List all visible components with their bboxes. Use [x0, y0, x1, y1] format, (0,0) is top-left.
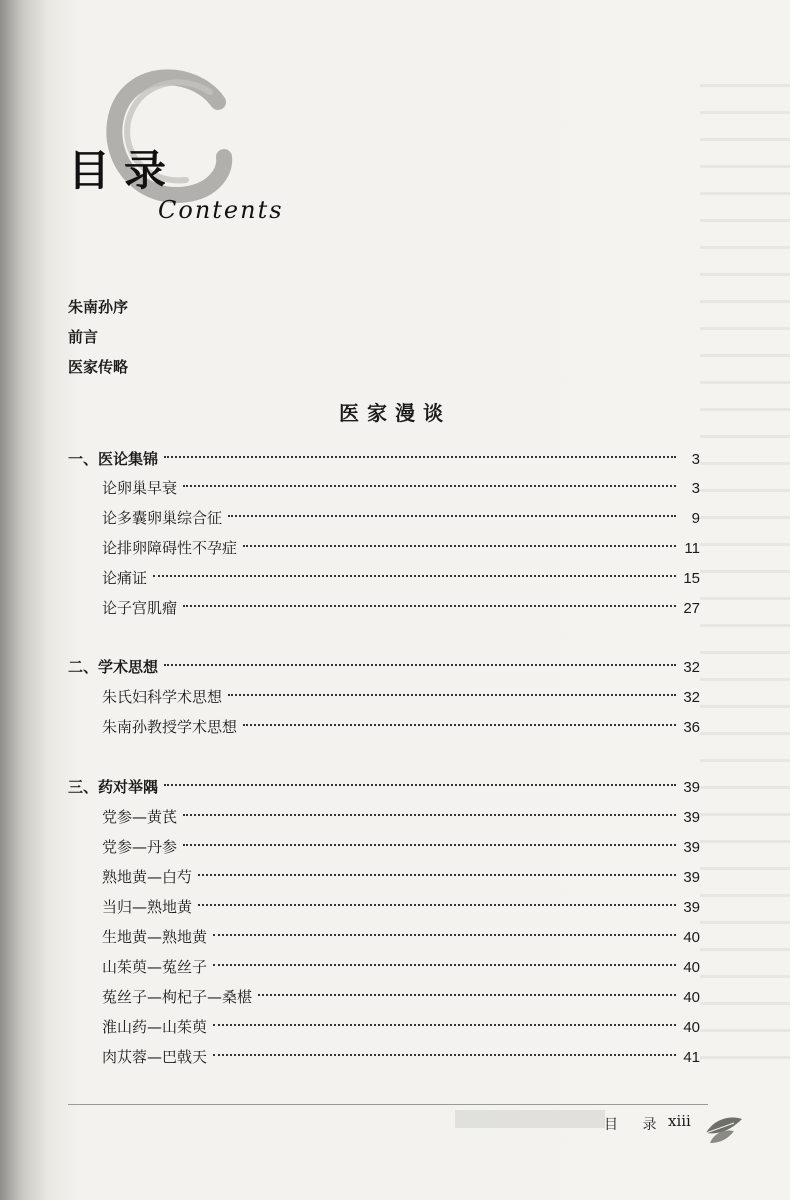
toc-page: 40 — [683, 1019, 700, 1036]
toc-page: 36 — [683, 719, 700, 736]
toc-page: 40 — [683, 929, 700, 946]
page-subtitle: Contents — [158, 196, 284, 224]
toc-entry[interactable] — [102, 565, 700, 591]
toc-label: 朱氏妇科学术思想 — [102, 688, 223, 706]
leader-dots — [183, 485, 676, 487]
prelude-item[interactable]: 朱南孙序 — [68, 298, 129, 316]
toc-label: 熟地黄—白芍 — [102, 868, 193, 886]
bleed-through-shadow — [700, 60, 790, 1060]
toc-entry[interactable] — [102, 894, 700, 920]
toc-page: 39 — [683, 899, 700, 916]
toc-label: 朱南孙教授学术思想 — [102, 718, 238, 736]
toc-entry[interactable] — [102, 984, 700, 1010]
toc-label: 肉苁蓉—巴戟天 — [102, 1048, 208, 1066]
toc-entry[interactable] — [102, 475, 700, 501]
toc-page: 27 — [683, 600, 700, 617]
prelude-item[interactable]: 医家传略 — [68, 358, 129, 376]
toc-label: 论卵巢早衰 — [102, 479, 178, 497]
toc-page: 9 — [691, 510, 700, 527]
bleed-through-footer — [455, 1110, 605, 1128]
footer-rule — [68, 1104, 708, 1105]
toc-label: 论多囊卵巢综合征 — [102, 509, 223, 527]
leader-dots — [164, 664, 676, 666]
leader-dots — [153, 575, 676, 577]
leader-dots — [243, 545, 676, 547]
section-title: 医家漫谈 — [339, 401, 451, 425]
toc-label: 党参—黄芪 — [102, 808, 178, 826]
toc-entry[interactable] — [102, 954, 700, 980]
prelude-item[interactable]: 前言 — [68, 328, 99, 346]
toc-label: 论痛证 — [102, 569, 148, 587]
toc-entry[interactable] — [102, 714, 700, 740]
toc-entry[interactable] — [102, 834, 700, 860]
footer-page-number: xiii — [668, 1112, 691, 1130]
toc-label: 党参—丹参 — [102, 838, 178, 856]
toc-label: 一、医论集锦 — [68, 450, 159, 468]
toc-label: 生地黄—熟地黄 — [102, 928, 208, 946]
leader-dots — [228, 515, 676, 517]
toc-page: 39 — [683, 869, 700, 886]
toc-label: 菟丝子—枸杞子—桑椹 — [102, 988, 253, 1006]
toc-page: 39 — [683, 809, 700, 826]
toc-label: 当归—熟地黄 — [102, 898, 193, 916]
leader-dots — [183, 814, 676, 816]
leader-dots — [183, 605, 676, 607]
toc-page: 3 — [691, 480, 700, 497]
toc-category[interactable] — [68, 446, 700, 472]
toc-entry[interactable] — [102, 864, 700, 890]
page-title: 目录 — [68, 146, 181, 195]
leader-dots — [228, 694, 676, 696]
toc-label: 山茱萸—菟丝子 — [102, 958, 208, 976]
toc-page: 40 — [683, 989, 700, 1006]
toc-page: 41 — [683, 1049, 700, 1066]
leader-dots — [183, 844, 676, 846]
leaf-ornament-icon — [700, 1103, 746, 1149]
toc-entry[interactable] — [102, 535, 700, 561]
toc-label: 论子宫肌瘤 — [102, 599, 178, 617]
toc-entry[interactable] — [102, 804, 700, 830]
toc-page: 32 — [683, 659, 700, 676]
toc-category[interactable] — [68, 774, 700, 800]
leader-dots — [213, 1024, 676, 1026]
toc-page: 11 — [684, 540, 700, 557]
toc-label: 三、药对举隅 — [68, 778, 159, 796]
toc-label: 淮山药—山茱萸 — [102, 1018, 208, 1036]
toc-page: 39 — [683, 779, 700, 796]
toc-entry[interactable] — [102, 1014, 700, 1040]
leader-dots — [213, 1054, 676, 1056]
toc-entry[interactable] — [102, 505, 700, 531]
toc-page: 15 — [683, 570, 700, 587]
leader-dots — [258, 994, 676, 996]
leader-dots — [213, 964, 676, 966]
toc-entry[interactable] — [102, 595, 700, 621]
leader-dots — [164, 456, 676, 458]
toc-category[interactable] — [68, 654, 700, 680]
leader-dots — [198, 904, 676, 906]
running-footer-label: 目 录 — [604, 1117, 667, 1133]
toc-label: 论排卵障碍性不孕症 — [102, 539, 238, 557]
leader-dots — [164, 784, 676, 786]
leader-dots — [243, 724, 676, 726]
toc-page: 3 — [691, 451, 700, 468]
leader-dots — [213, 934, 676, 936]
prelude-list — [68, 292, 128, 382]
toc-page: 32 — [683, 689, 700, 706]
toc-entry[interactable] — [102, 924, 700, 950]
toc-entry[interactable] — [102, 684, 700, 710]
leader-dots — [198, 874, 676, 876]
toc-page: 39 — [683, 839, 700, 856]
toc-label: 二、学术思想 — [68, 658, 159, 676]
toc-page: 40 — [683, 959, 700, 976]
toc-entry[interactable] — [102, 1044, 700, 1070]
